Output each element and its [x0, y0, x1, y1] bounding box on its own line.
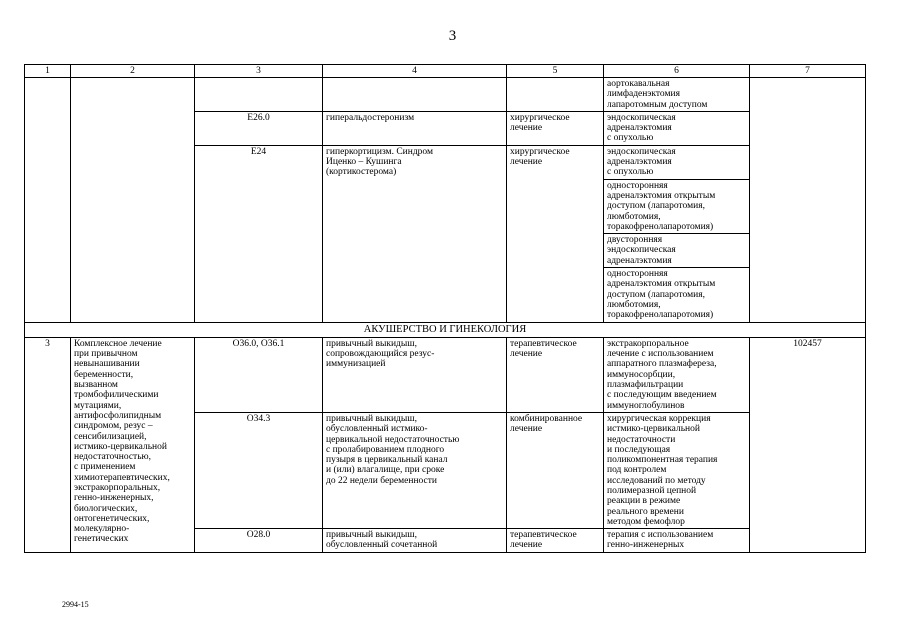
code-cell: 102457 [750, 337, 866, 552]
method-cell: хирургическая коррекция истмико-цервикальной недостаточности и последующая поликомпонентная терапия под контролем исследований по методу полимеразной цепной реакции в режиме реального времени методом фемофлор [604, 412, 750, 528]
item-description-cell: Комплексное лечение при привычном невынашивании беременности, вызванном тромбофилическими мутациями, антифосфолипидным синдромом, резус – сенсибилизацией, истмико-цервикальной недостаточностью, с применением химиотерапевтических, экстракорпоральных, генно-инженерных, биологических, онтогенетических, молекулярно- генетических [71, 337, 195, 552]
treatment-type-cell: хирургическое лечение [507, 145, 604, 322]
page-number: 3 [448, 28, 457, 44]
header-cell: 1 [25, 65, 71, 78]
item-number-cell [25, 78, 71, 323]
header-cell: 6 [604, 65, 750, 78]
diagnosis-code-cell: O28.0 [195, 529, 323, 553]
item-number-cell: 3 [25, 337, 71, 552]
method-cell: односторонняя адреналэктомия открытым доступом (лапаротомия, люмботомия, торакофренолапаротомия) [604, 179, 750, 233]
section-title: АКУШЕРСТВО И ГИНЕКОЛОГИЯ [25, 322, 866, 337]
item-description-cell [71, 78, 195, 323]
diagnosis-cell: гиперальдостеронизм [323, 111, 507, 145]
diagnosis-code-cell: E26.0 [195, 111, 323, 145]
treatment-type-cell [507, 78, 604, 112]
header-cell: 2 [71, 65, 195, 78]
header-cell: 5 [507, 65, 604, 78]
method-cell: терапия с использованием генно-инженерных [604, 529, 750, 553]
code-cell [750, 78, 866, 323]
header-cell: 3 [195, 65, 323, 78]
method-cell: экстракорпоральное лечение с использованием аппаратного плазмафереза, иммуносорбции, плазмафильтрации с последующим введением иммуноглобулинов [604, 337, 750, 412]
table-row [25, 337, 866, 412]
method-cell: аортокавальная лимфаденэктомия лапаротомным доступом [604, 78, 750, 112]
method-cell: эндоскопическая адреналэктомия с опухолью [604, 111, 750, 145]
method-cell: односторонняя адреналэктомия открытым доступом (лапаротомия, люмботомия, торакофренолапаротомия) [604, 268, 750, 322]
diagnosis-cell: привычный выкидыш, обусловленный истмико- цервикальной недостаточностью с пролабированием плодного пузыря в цервикальный канал и (или) влагалище, при сроке до 22 недели беременности [323, 412, 507, 528]
diagnosis-code-cell: E24 [195, 145, 323, 322]
diagnosis-code-cell: O34.3 [195, 412, 323, 528]
header-cell: 4 [323, 65, 507, 78]
method-cell: эндоскопическая адреналэктомия с опухолью [604, 145, 750, 179]
diagnosis-cell: гиперкортицизм. Синдром Иценко – Кушинга (кортикостерома) [323, 145, 507, 322]
treatment-type-cell: комбинированное лечение [507, 412, 604, 528]
diagnosis-code-cell: O36.0, O36.1 [195, 337, 323, 412]
treatment-type-cell: хирургическое лечение [507, 111, 604, 145]
header-row [25, 65, 866, 78]
treatment-type-cell: терапевтическое лечение [507, 337, 604, 412]
table-row [25, 78, 866, 112]
method-cell: двусторонняя эндоскопическая адреналэктомия [604, 234, 750, 268]
footer-code: 2994-15 [62, 600, 89, 609]
diagnosis-cell: привычный выкидыш, обусловленный сочетанной [323, 529, 507, 553]
diagnosis-cell [323, 78, 507, 112]
header-cell: 7 [750, 65, 866, 78]
section-row [25, 322, 866, 337]
treatment-type-cell: терапевтическое лечение [507, 529, 604, 553]
procedures-table [24, 64, 866, 553]
diagnosis-code-cell [195, 78, 323, 112]
diagnosis-cell: привычный выкидыш, сопровождающийся резус- иммунизацией [323, 337, 507, 412]
